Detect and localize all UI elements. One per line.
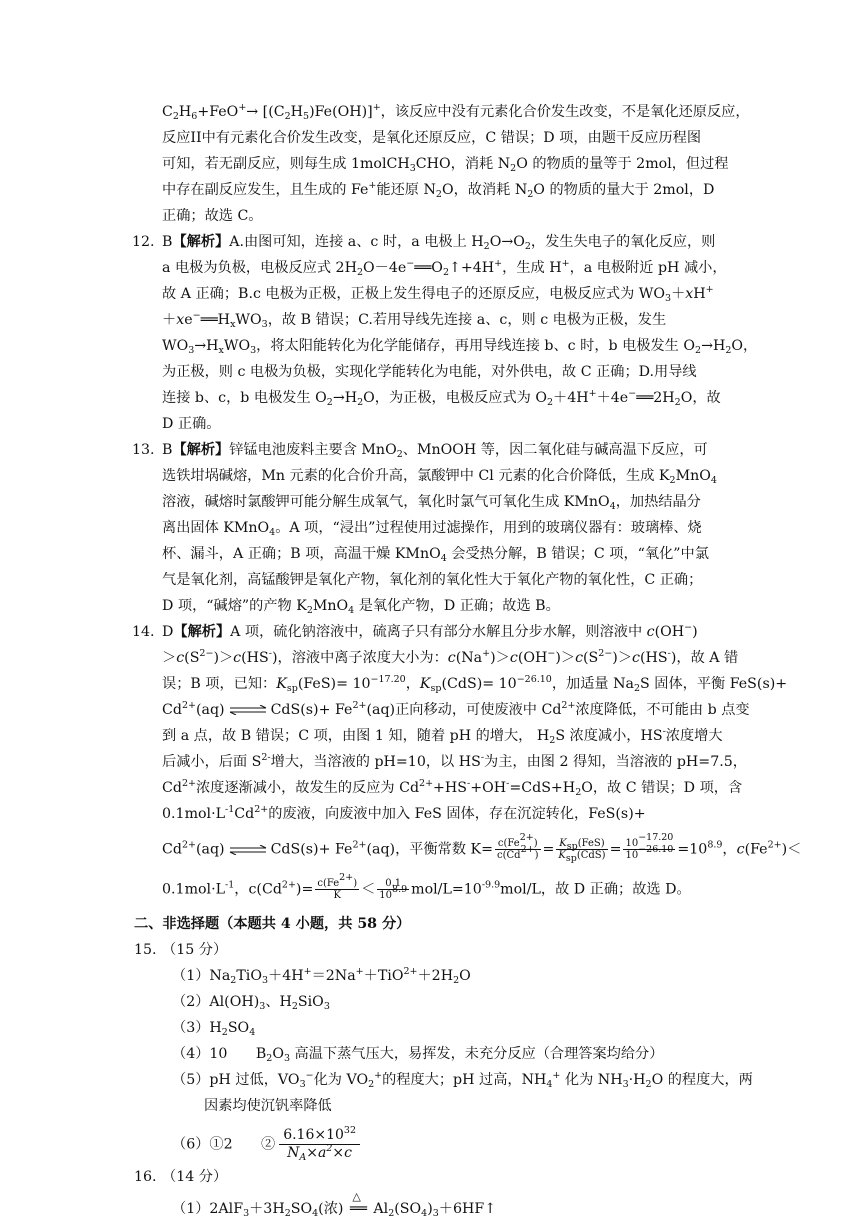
equilibrium-arrow-icon	[229, 845, 267, 855]
q14-line-10: $0.1mol\cdot L^{-1}$，$c(Cd^{2+})=$ $\frac{c(Fe^{2+})}{K}$ ＜ $\frac{0.1}{10^{8.9}}$ mol/$L=10^{-9.9}mol/L$，故 D 正确；故选 D。	[162, 872, 691, 901]
q15-number: 15.	[134, 942, 157, 958]
q12-number: 12.	[132, 234, 155, 250]
q15-answer-4: （4）10 $B_2O_3$ 高温下蒸气压大，易挥发，未充分反应（合理答案均给分）	[172, 1046, 664, 1064]
q12-line-7: 连接 b、c，b 电极发生 $O_2\to H_2O$，为正极，电极反应式为 $O_2+4H^++4e^-══2H_2O$，故	[162, 388, 721, 408]
intro-line-2: 反应II中有元素化合价发生改变，是氧化还原反应，C 错误；D 项，由题干反应历程图	[162, 130, 702, 146]
q14-line-8: $0.1mol\cdot L^{-1}Cd^{2+}$的废液，向废液中加入 FeS 固体，存在沉淀转化，FeS(s)+	[162, 804, 646, 822]
q12-line-3: 故 A 正确；B.c 电极为正极，正极上发生得电子的还原反应，电极反应式为 $WO_3+xH^+$	[162, 284, 714, 304]
q16-score: （14 分）	[162, 1169, 228, 1185]
q13-line-3: 溶液，碱熔时氯酸钾可能分解生成氧气，氧化时氯气可氧化生成 KMnO$_4$，加热结晶分	[162, 494, 701, 512]
q12-line-6: 为正极，则 c 电极为负极，实现化学能转化为电能，对外供电，故 C 正确；D.用导线	[162, 364, 697, 380]
q15-answer-1: $(1)Na_2TiO_3+4H^+=2Na^++TiO^{2+}+2H_2O$	[172, 966, 471, 986]
q15-answer-3: $(3)H_2SO_4$	[172, 1020, 256, 1038]
q14-number: 14.	[132, 624, 155, 640]
equilibrium-arrow-icon	[229, 705, 267, 715]
q14-line-6: 后减小，后面 $S^{2-}$增大，当溶液的 pH=10，以 HS-为主，由图 2 得知，当溶液的 pH=7.5，	[162, 752, 747, 770]
q16-number: 16.	[134, 1169, 157, 1185]
q15-answer-5: （5）pH 过低，$VO_3^-$化为 $VO_2^+$的程度大；pH 过高，$NH_4^+$ 化为 $NH_3\cdot H_2O$ 的程度大，两	[172, 1070, 753, 1090]
intro-line-3: 可知，若无副反应，则每生成 1molCH$_3$CHO，消耗 $N_2O$ 的物质的量等于 2mol，但过程	[162, 156, 729, 174]
q14-line-5: 到 a 点，故 B 错误；C 项，由图 1 知，随着 pH 的增大， $H_2S$ 浓度减小，HS-浓度增大	[162, 726, 723, 746]
q13-line-5: 杯、漏斗，A 正确；B 项，高温干燥 KMnO$_4$ 会受热分解，B 错误；C 项，“氧化”中氯	[162, 546, 709, 564]
q13-line-4: 离出固体 KMnO$_4$。A 项，“浸出”过程使用过滤操作，用到的玻璃仪器有：玻璃棒、烧	[162, 520, 702, 538]
q12-line-1: B【解析】A.由图可知，连接 a、c 时，a 电极上 $H_2O\to O_2$，发生失电子的氧化反应，则	[162, 234, 716, 252]
q12-line-4: $+xe^-══H_xWO_3$，故 B 错误；C.若用导线先连接 a、c，则 c 电极为正极，发生	[162, 310, 667, 330]
intro-line-5: 正确；故选 C。	[162, 208, 263, 224]
q13-number: 13.	[132, 442, 155, 458]
intro-line-1: $C_2H_6+FeO^+\to [(C_2H_5)Fe(OH)]^+$，该反应中没有元素化合价发生改变，不是氧化还原反应，	[162, 102, 750, 122]
q15-answer-6: （6）①2 ② $\frac{6.16\times 10^{32}}{N_A\times a^2\times c}$	[172, 1127, 364, 1162]
q15-answer-5-cont: 因素均使沉钒率降低	[204, 1098, 332, 1114]
q13-line-2: 选铁坩埚碱熔，Mn 元素的化合价升高，氯酸钾中 Cl 元素的化合价降低，生成 $K_2MnO_4$	[162, 468, 717, 486]
section-2-title: 二、非选择题（本题共 4 小题，共 58 分）	[134, 916, 411, 932]
q13-line-1: B【解析】锌锰电池废料主要含 MnO$_2$、MnOOH 等，因二氧化硅与碱高温下反应，可	[162, 442, 708, 460]
q14-line-1: D【解析】A 项，硫化钠溶液中，硫离子只有部分水解且分步水解，则溶液中 c(OH−)	[162, 622, 698, 640]
q13-line-6: 气是氧化剂，高锰酸钾是氧化产物，氧化剂的氧化性大于氧化产物的氧化性，C 正确；	[162, 572, 703, 588]
q12-line-5: $WO_3\to H_xWO_3$，将太阳能转化为化学能储存，再用导线连接 b、c 时，b 电极发生 $O_2\to H_2O$，	[162, 338, 758, 356]
q16-answer-1: $(1)2AlF_3+3H_2SO_4$(浓) ══ △ $Al_2(SO_4)_3+6HF↑$	[172, 1190, 497, 1219]
q14-line-7: $Cd^{2+}$浓度逐渐减小，故发生的反应为 $Cd^{2+}+HS^-+OH^-=CdS+H_2O$，故 C 错误；D 项，含	[162, 778, 743, 798]
q12-line-8: D 正确。	[162, 416, 221, 432]
q14-line-4: $Cd^{2+}(aq)$ $CdS(s)+ Fe^{2+}(aq)$正向移动，可使废液中 $Cd^{2+}$浓度降低，不可能由 b 点变	[162, 700, 750, 718]
q14-line-3: 误；B 项，已知：$K_{sp}(FeS)= 10^{-17.20}$，$K_{sp}(CdS)= 10^{-26.10}$，加适量 $Na_2S$ 固体，平衡 FeS(s)+	[162, 674, 788, 694]
q14-line-2: $>c(S^{2-})>c(HS^-)$，溶液中离子浓度大小为：$c(Na^+)>c(OH^-)>c(S^{2-})>c(HS^-)$，故 A 错	[162, 648, 739, 666]
q12-line-2: a 电极为负极，电极反应式 $2H_2O-4e^-══O_2↑+4H^+$，生成 H+，a 电极附近 pH 减小，	[162, 258, 727, 278]
q14-line-9: $Cd^{2+}(aq)$ $CdS(s)+ Fe^{2+}(aq)$，平衡常数 K= $\frac{c(Fe^{2+})}{c(Cd^{2+})}$ = $\frac{K_{sp}(FeS)}{K_{sp}(CdS)}$ = $\frac{10^{-17.20}}{10^{-26.10}}$ $=10^{8.9}$，$c(Fe^{2+})<$	[162, 832, 802, 864]
intro-line-4: 中存在副反应发生，且生成的 Fe+能还原 $N_2O$，故消耗 $N_2O$ 的物质的量大于 2mol，D	[162, 180, 715, 200]
q15-score: （15 分）	[162, 942, 228, 958]
q13-line-7: D 项，“碱熔”的产物 $K_2MnO_4$ 是氧化产物，D 正确；故选 B。	[162, 598, 560, 616]
q15-answer-2: $(2)Al(OH)_3$、$H_2SiO_3$	[172, 994, 330, 1012]
